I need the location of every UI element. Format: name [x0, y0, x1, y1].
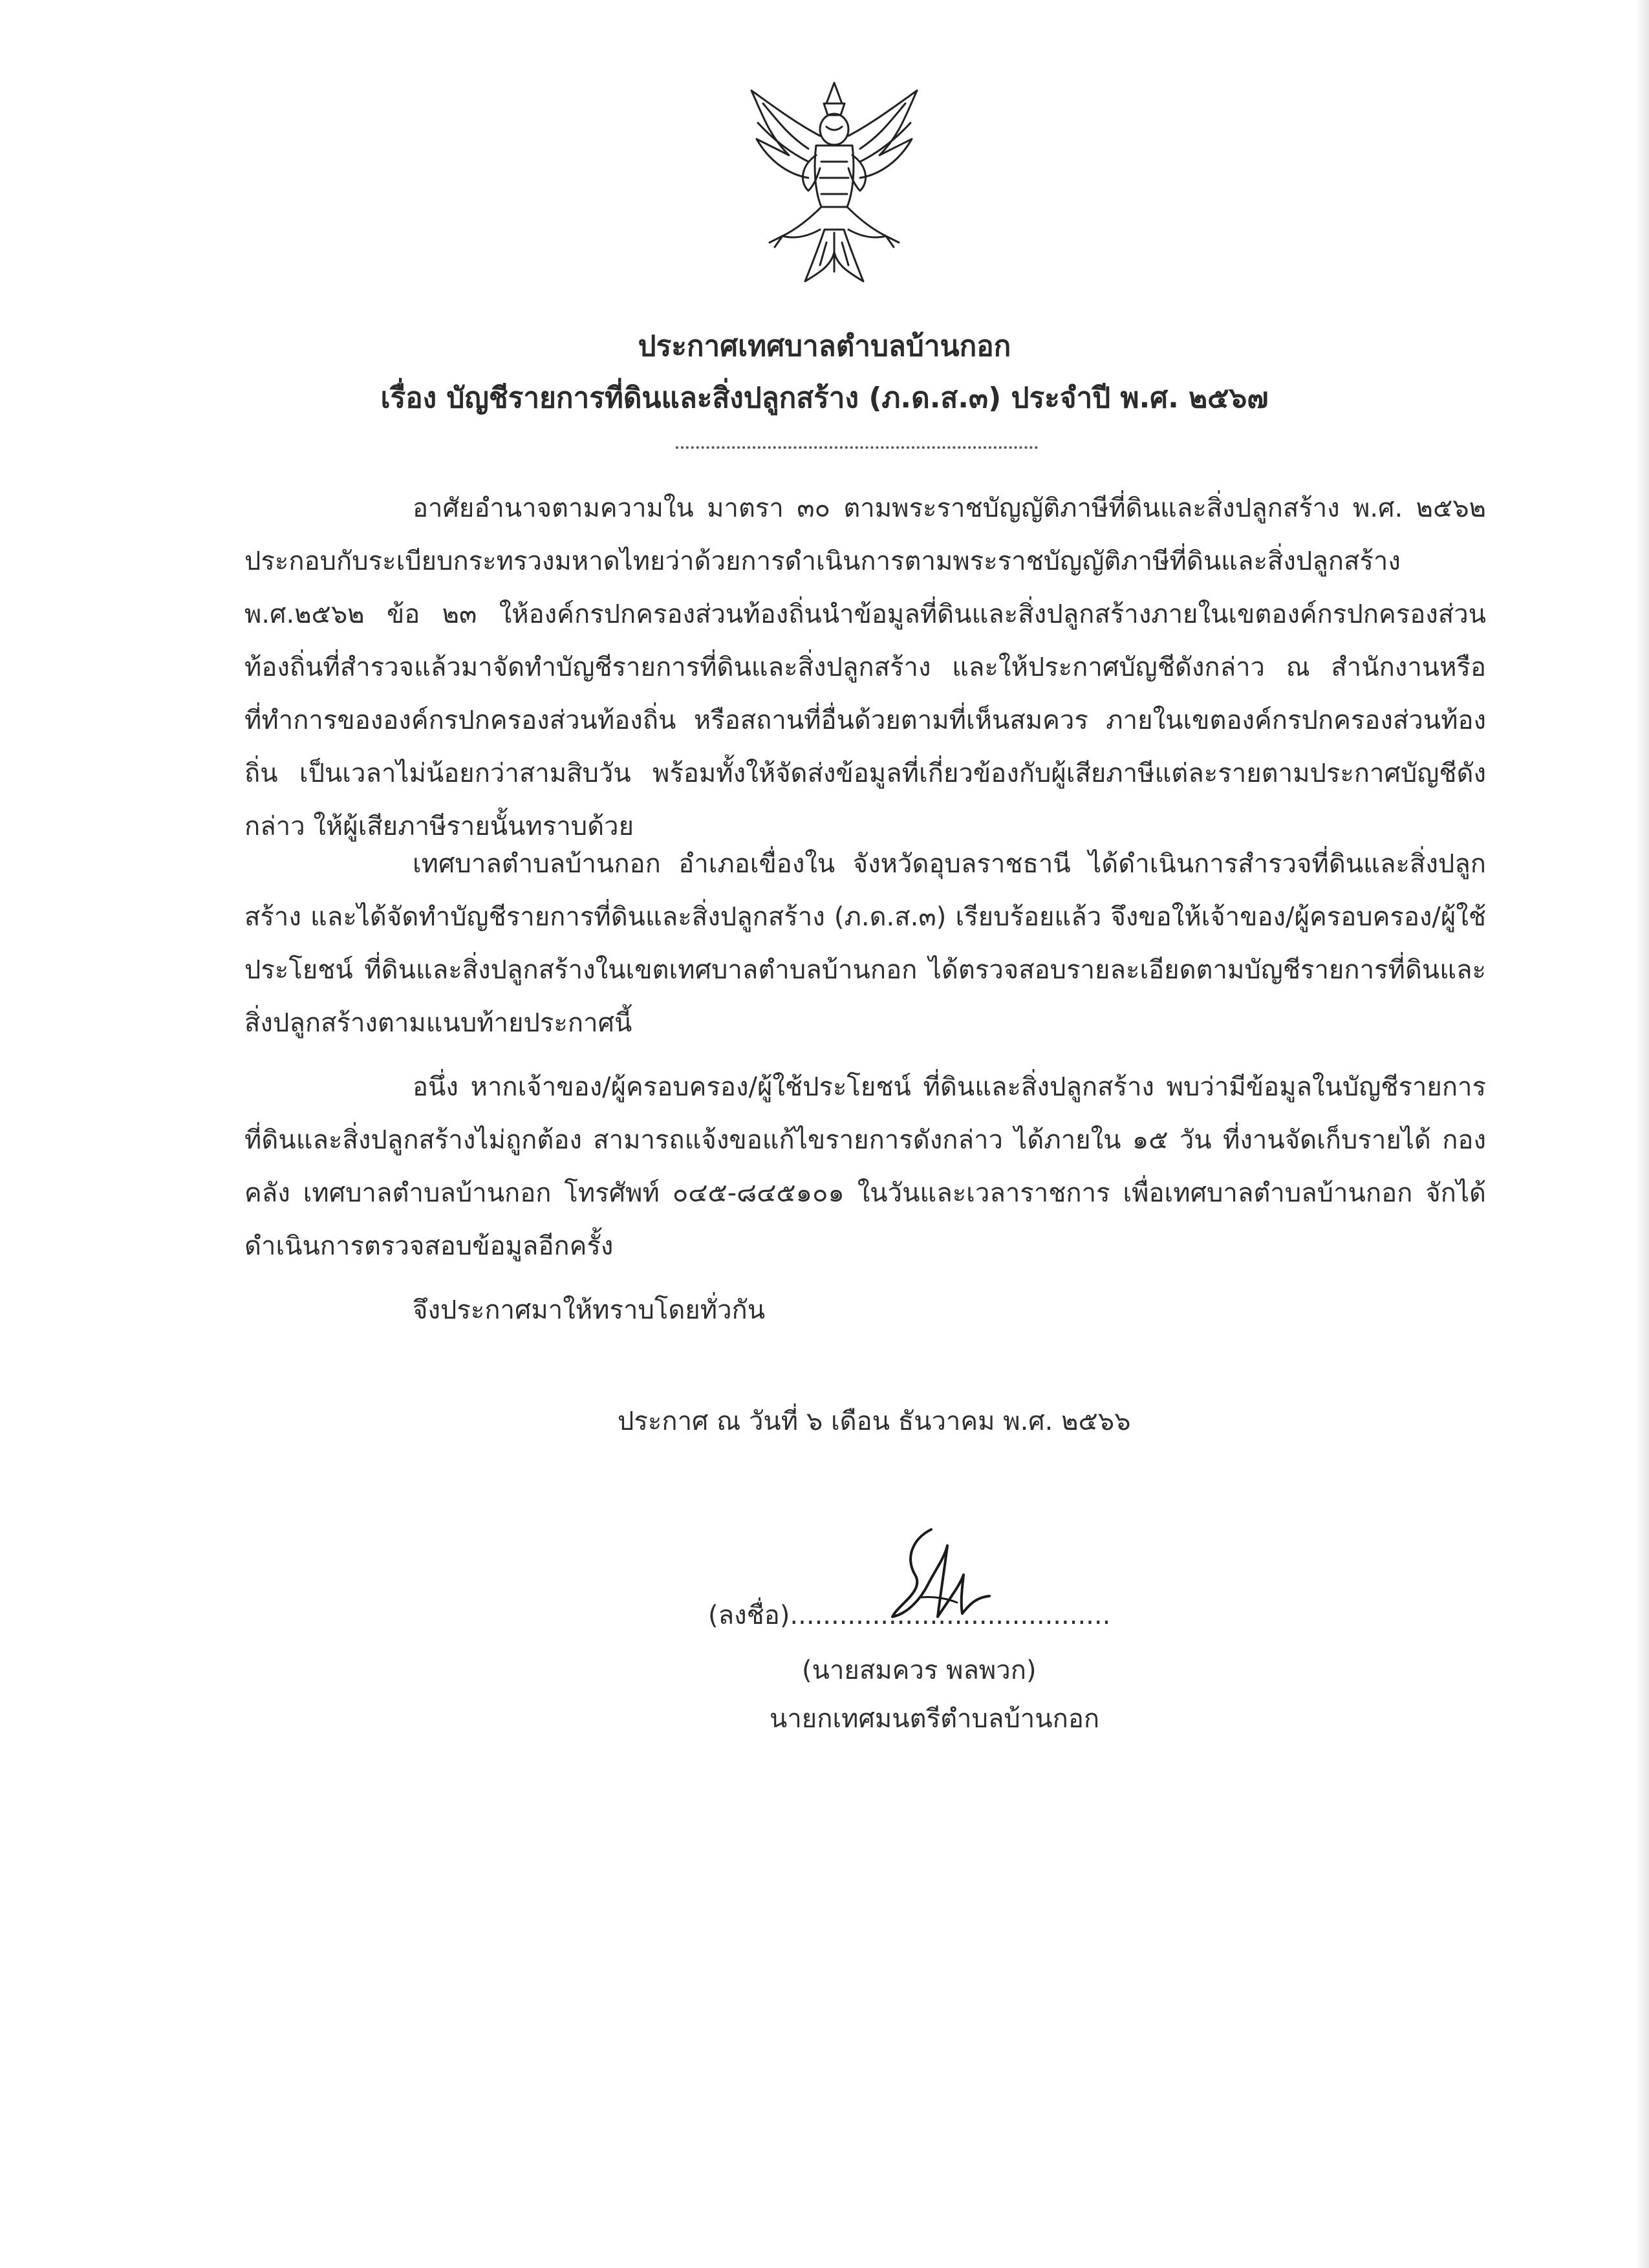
garuda-emblem-icon — [744, 78, 925, 291]
signer-position: นายกเทศมนตรีตำบลบ้านกอก — [770, 1704, 1100, 1734]
announcement-date: ประกาศ ณ วันที่ ๖ เดือน ธันวาคม พ.ศ. ๒๕๖๖ — [618, 1407, 1131, 1436]
heading-divider — [676, 446, 1038, 449]
body-paragraph-1: อาศัยอำนาจตามความใน มาตรา ๓๐ ตามพระราชบัญญัติภาษีที่ดินและสิ่งปลูกสร้าง พ.ศ. ๒๕๖๒ ประกอบกับระเบียบกระทรวงมหาดไทยว่าด้วยการดำเนินการตามพระราชบัญญัติภาษีที่ดินและสิ่งปลูกสร้าง พ.ศ.๒๕๖๒ ข้อ ๒๓ ให้องค์กรปกครองส่วนท้องถิ่นนำข้อมูลที่ดินและสิ่งปลูกสร้างภายในเขตองค์กรปกครองส่วนท้องถิ่นที่สำรวจแล้วมาจัดทำบัญชีรายการที่ดินและสิ่งปลูกสร้าง และให้ประกาศบัญชีดังกล่าว ณ สำนักงานหรือที่ทำการขององค์กรปกครองส่วนท้องถิ่น หรือสถานที่อื่นด้วยตามที่เห็นสมควร ภายในเขตองค์กรปกครองส่วนท้องถิ่น เป็นเวลาไม่น้อยกว่าสามสิบวัน พร้อมทั้งให้จัดส่งข้อมูลที่เกี่ยวข้องกับผู้เสียภาษีแต่ละรายตามประกาศบัญชีดังกล่าว ให้ผู้เสียภาษีรายนั้นทราบด้วย — [244, 493, 1487, 841]
body-paragraph-3: อนึ่ง หากเจ้าของ/ผู้ครอบครอง/ผู้ใช้ประโยชน์ ที่ดินและสิ่งปลูกสร้าง พบว่ามีข้อมูลในบัญชีรายการที่ดินและสิ่งปลูกสร้างไม่ถูกต้อง สามารถแจ้งขอแก้ไขรายการดังกล่าว ได้ภายใน ๑๕ วัน ที่งานจัดเก็บรายได้ กองคลัง เทศบาลตำบลบ้านกอก โทรศัพท์ ๐๔๕-๘๔๕๑๐๑ ในวันและเวลาราชการ เพื่อเทศบาลตำบลบ้านกอก จักได้ดำเนินการตรวจสอบข้อมูลอีกครั้ง — [244, 1072, 1486, 1261]
body-paragraph-4: จึงประกาศมาให้ทราบโดยทั่วกัน — [413, 1295, 766, 1325]
announcement-subject: เรื่อง บัญชีรายการที่ดินและสิ่งปลูกสร้าง (ภ.ด.ส.๓) ประจำปี พ.ศ. ๒๕๖๗ — [380, 382, 1269, 415]
body-paragraph-2: เทศบาลตำบลบ้านกอก อำเภอเขื่องใน จังหวัดอุบลราชธานี ได้ดำเนินการสำรวจที่ดินและสิ่งปลูกสร้าง และได้จัดทำบัญชีรายการที่ดินและสิ่งปลูกสร้าง (ภ.ด.ส.๓) เรียบร้อยแล้ว จึงขอให้เจ้าของ/ผู้ครอบครอง/ผู้ใช้ประโยชน์ ที่ดินและสิ่งปลูกสร้างในเขตเทศบาลตำบลบ้านกอก ได้ตรวจสอบรายละเอียดตามบัญชีรายการที่ดินและสิ่งปลูกสร้างตามแนบท้ายประกาศนี้ — [244, 849, 1486, 1038]
signature-line: (ลงชื่อ)....................................... — [708, 1601, 1111, 1630]
announcement-title: ประกาศเทศบาลตำบลบ้านกอก — [638, 330, 1011, 363]
signer-name: (นายสมควร พลพวก) — [802, 1656, 1037, 1685]
